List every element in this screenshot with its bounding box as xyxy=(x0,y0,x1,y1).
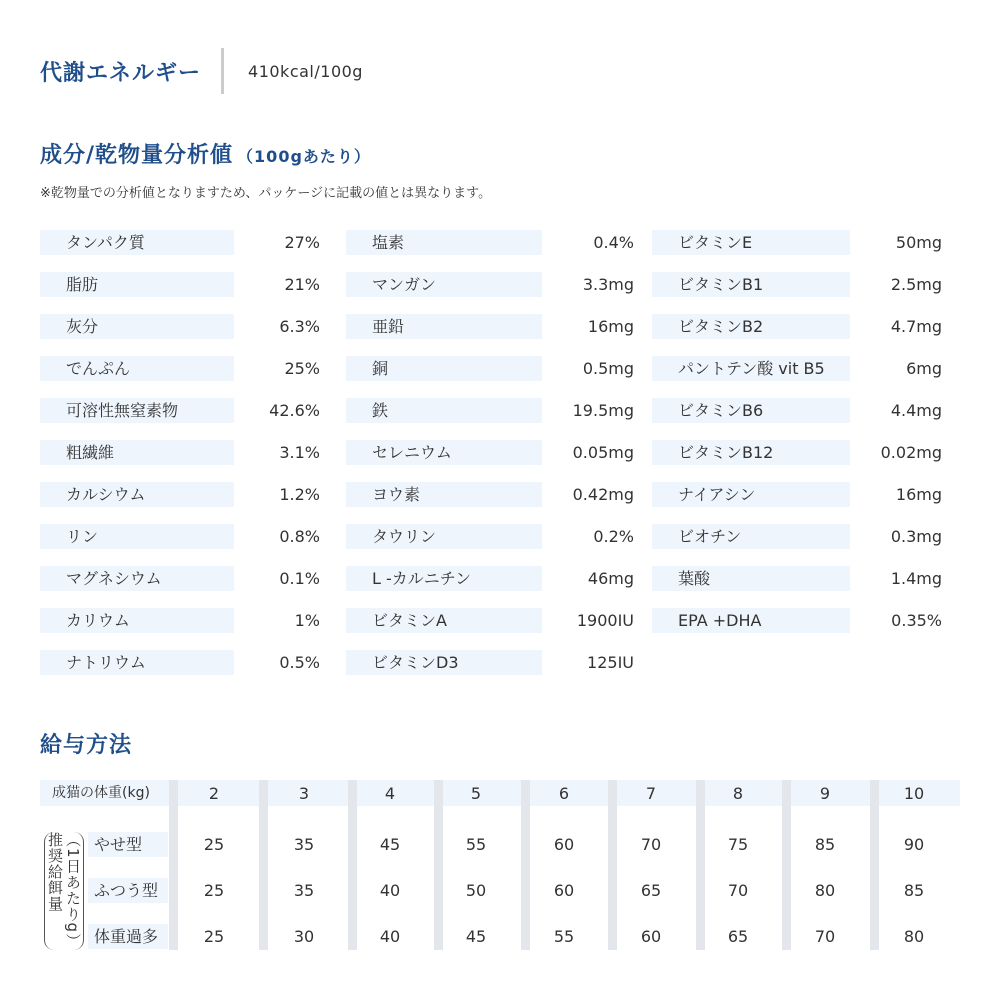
nutrient-value: 1.2% xyxy=(279,485,320,504)
nutrient-label: ヨウ素 xyxy=(346,482,542,507)
feeding-amount: 50 xyxy=(465,881,487,900)
nutrient-label: ビオチン xyxy=(652,524,850,549)
nutrient-label: 可溶性無窒素物 xyxy=(40,398,234,423)
feeding-amount: 60 xyxy=(640,927,662,946)
nutrient-value: 0.8% xyxy=(279,527,320,546)
feeding-amount: 85 xyxy=(814,835,836,854)
nutrient-value: 1900IU xyxy=(576,611,634,630)
nutrient-label: ナトリウム xyxy=(40,650,234,675)
nutrient-label: 鉄 xyxy=(346,398,542,423)
feeding-amount: 40 xyxy=(379,927,401,946)
nutrient-label: ナイアシン xyxy=(652,482,850,507)
analysis-subtitle: （100gあたり） xyxy=(237,147,371,166)
nutrient-value: 0.02mg xyxy=(880,443,942,462)
feeding-weight: 10 xyxy=(903,784,925,803)
nutrient-label: ビタミンA xyxy=(346,608,542,633)
nutrient-label: マグネシウム xyxy=(40,566,234,591)
nutrient-value: 0.3mg xyxy=(890,527,942,546)
nutrient-value: 125IU xyxy=(587,653,634,672)
nutrient-value: 2.5mg xyxy=(890,275,942,294)
nutrient-label: セレニウム xyxy=(346,440,542,465)
nutrient-label: ビタミンB12 xyxy=(652,440,850,465)
feeding-amount: 85 xyxy=(903,881,925,900)
feeding-amount: 65 xyxy=(640,881,662,900)
nutrient-value: 19.5mg xyxy=(572,401,634,420)
nutrient-label: でんぷん xyxy=(40,356,234,381)
feeding-amount: 45 xyxy=(465,927,487,946)
feeding-weight: 9 xyxy=(819,784,831,803)
nutrient-value: 46mg xyxy=(587,569,634,588)
nutrient-value: 6.3% xyxy=(279,317,320,336)
feeding-amount: 60 xyxy=(553,835,575,854)
feeding-amount: 65 xyxy=(727,927,749,946)
nutrient-value: 50mg xyxy=(895,233,942,252)
feeding-table xyxy=(40,780,960,950)
nutrient-label: カルシウム xyxy=(40,482,234,507)
analysis-note: ※乾物量での分析値となりますため、パッケージに記載の値とは異なります。 xyxy=(40,186,492,201)
nutrient-value: 0.4% xyxy=(593,233,634,252)
feeding-amount: 80 xyxy=(814,881,836,900)
feeding-weight: 6 xyxy=(558,784,570,803)
nutrient-label: 塩素 xyxy=(346,230,542,255)
nutrient-value: 16mg xyxy=(587,317,634,336)
nutrient-value: 4.4mg xyxy=(890,401,942,420)
nutrient-value: 16mg xyxy=(895,485,942,504)
nutrient-label: ビタミンB2 xyxy=(652,314,850,339)
feeding-amount: 35 xyxy=(293,835,315,854)
feeding-amount: 70 xyxy=(814,927,836,946)
nutrient-label: タンパク質 xyxy=(40,230,234,255)
nutrient-label: 脂肪 xyxy=(40,272,234,297)
nutrient-value: 25% xyxy=(284,359,320,378)
feeding-weight: 4 xyxy=(384,784,396,803)
feeding-weight: 8 xyxy=(732,784,744,803)
feeding-row-label: ふつう型 xyxy=(88,878,168,903)
feeding-amount: 70 xyxy=(727,881,749,900)
feeding-amount: 70 xyxy=(640,835,662,854)
nutrient-value: 0.42mg xyxy=(572,485,634,504)
feeding-amount: 80 xyxy=(903,927,925,946)
nutrient-value: 1% xyxy=(294,611,320,630)
nutrient-value: 21% xyxy=(284,275,320,294)
analysis-title xyxy=(40,138,371,169)
nutrient-label: パントテン酸 vit B5 xyxy=(652,356,850,381)
nutrient-label: ビタミンB1 xyxy=(652,272,850,297)
nutrient-label: L -カルニチン xyxy=(346,566,542,591)
nutrient-value: 0.2% xyxy=(593,527,634,546)
nutrient-value: 0.1% xyxy=(279,569,320,588)
feeding-title: 給与方法 xyxy=(40,733,133,758)
nutrient-value: 3.3mg xyxy=(582,275,634,294)
nutrient-label: マンガン xyxy=(346,272,542,297)
feeding-amount: 35 xyxy=(293,881,315,900)
energy-value: 410kcal/100g xyxy=(248,61,363,81)
feeding-weight: 3 xyxy=(298,784,310,803)
feeding-amount: 90 xyxy=(903,835,925,854)
energy-section xyxy=(40,48,363,94)
nutrient-value: 27% xyxy=(284,233,320,252)
feeding-amount: 25 xyxy=(203,927,225,946)
energy-title: 代謝エネルギー xyxy=(40,60,202,86)
nutrient-value: 0.35% xyxy=(891,611,942,630)
feeding-amount: 55 xyxy=(465,835,487,854)
feeding-amount: 25 xyxy=(203,835,225,854)
nutrient-label: リン xyxy=(40,524,234,549)
nutrient-label: ビタミンB6 xyxy=(652,398,850,423)
analysis-title-text: 成分/乾物量分析値 xyxy=(40,143,234,168)
nutrient-value: 42.6% xyxy=(269,401,320,420)
feeding-weight: 5 xyxy=(470,784,482,803)
nutrient-value: 6mg xyxy=(906,359,942,378)
feeding-amount: 30 xyxy=(293,927,315,946)
nutrient-value: 4.7mg xyxy=(890,317,942,336)
feeding-weight: 7 xyxy=(645,784,657,803)
nutrient-label: EPA +DHA xyxy=(652,608,850,633)
nutrient-label: 銅 xyxy=(346,356,542,381)
nutrient-label: タウリン xyxy=(346,524,542,549)
nutrient-label: カリウム xyxy=(40,608,234,633)
feeding-amount: 60 xyxy=(553,881,575,900)
feeding-vertical-label xyxy=(44,832,84,950)
feeding-vertical-label-text: （1日あたりg）推奨給餌量 xyxy=(46,832,82,942)
feeding-amount: 55 xyxy=(553,927,575,946)
energy-divider xyxy=(221,48,224,94)
feeding-weight: 2 xyxy=(208,784,220,803)
feeding-amount: 25 xyxy=(203,881,225,900)
nutrient-label: 灰分 xyxy=(40,314,234,339)
nutrient-label: ビタミンE xyxy=(652,230,850,255)
nutrient-value: 0.5mg xyxy=(582,359,634,378)
feeding-amount: 45 xyxy=(379,835,401,854)
feeding-row-label: やせ型 xyxy=(88,832,168,857)
nutrient-label: ビタミンD3 xyxy=(346,650,542,675)
nutrient-label: 亜鉛 xyxy=(346,314,542,339)
nutrient-value: 1.4mg xyxy=(890,569,942,588)
feeding-amount: 40 xyxy=(379,881,401,900)
nutrient-value: 3.1% xyxy=(279,443,320,462)
nutrient-value: 0.05mg xyxy=(572,443,634,462)
feeding-amount: 75 xyxy=(727,835,749,854)
nutrient-label: 粗繊維 xyxy=(40,440,234,465)
feeding-header-label: 成猫の体重(kg) xyxy=(52,785,150,801)
feeding-row-label: 体重過多 xyxy=(88,924,168,949)
nutrient-value: 0.5% xyxy=(279,653,320,672)
nutrient-label: 葉酸 xyxy=(652,566,850,591)
